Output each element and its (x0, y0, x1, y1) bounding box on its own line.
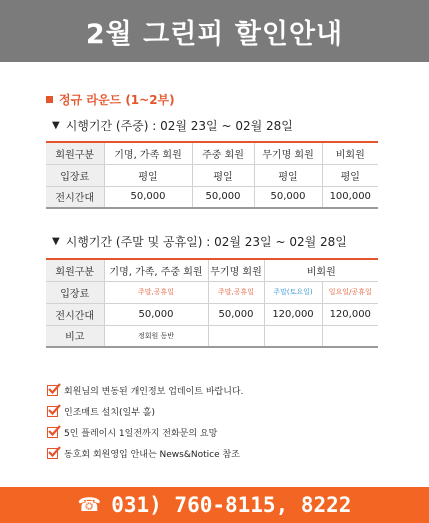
table-cell: 주말(토요일) (264, 281, 322, 303)
table-cell: 기명, 가족, 주중 회원 (104, 259, 208, 281)
table-row (46, 303, 378, 325)
weekday-period (52, 117, 293, 134)
weekday-fee-table (46, 141, 378, 209)
table-cell: 50,000 (208, 303, 264, 325)
list-item (47, 422, 244, 443)
note-text: 5인 플레이시 1일전까지 전화문의 요망 (64, 429, 218, 439)
table-cell: 주말,공휴일 (208, 281, 264, 303)
table-cell: 비회원 (264, 259, 378, 281)
table-cell: 평일 (254, 164, 322, 186)
list-item (47, 401, 244, 422)
table-row (46, 325, 378, 347)
table-cell: 평일 (322, 164, 378, 186)
table-cell: 50,000 (104, 303, 208, 325)
table-cell (264, 325, 322, 347)
table-cell: 무기명 회원 (208, 259, 264, 281)
table-cell: 입장료 (46, 164, 104, 186)
square-bullet-icon (46, 96, 53, 103)
table-row (46, 164, 378, 186)
table-cell: 비고 (46, 325, 104, 347)
table-cell: 120,000 (264, 303, 322, 325)
note-text: 동호회 회원영입 안내는 News&Notice 참조 (64, 450, 240, 460)
table-cell: 주말,공휴일 (104, 281, 208, 303)
table-cell (208, 325, 264, 347)
section-title-label: 정규 라운드 (1~2부) (59, 93, 175, 107)
table-cell: 비회원 (322, 142, 378, 164)
note-text: 회원님의 변동된 개인정보 업데이트 바랍니다. (64, 387, 244, 397)
checkbox-icon (47, 385, 58, 396)
page-title: 2월 그린피 할인안내 (85, 18, 344, 50)
list-item (47, 380, 244, 401)
table-row (46, 186, 378, 208)
phone-number: 031) 760-8115, 8222 (111, 493, 352, 517)
table-row (46, 259, 378, 281)
note-text: 인조매트 설치(일부 홀) (64, 408, 155, 418)
table-cell: 회원구분 (46, 142, 104, 164)
table-cell: 전시간대 (46, 186, 104, 208)
table-row (46, 281, 378, 303)
notes-list (47, 380, 244, 464)
table-cell: 100,000 (322, 186, 378, 208)
table-cell (322, 325, 378, 347)
checkbox-icon (47, 406, 58, 417)
phone-icon: ☎ (77, 494, 102, 516)
table-cell: 무기명 회원 (254, 142, 322, 164)
triangle-down-icon: ▼ (52, 120, 60, 131)
table-cell: 회원구분 (46, 259, 104, 281)
checkbox-icon (47, 448, 58, 459)
weekend-fee-table (46, 258, 378, 348)
table-cell: 평일 (192, 164, 254, 186)
table-cell: 주중 회원 (192, 142, 254, 164)
table-row (46, 142, 378, 164)
weekend-period (52, 233, 347, 250)
section-title (46, 91, 175, 108)
page-header (0, 0, 429, 62)
table-cell: 120,000 (322, 303, 378, 325)
weekday-period-label: 시행기간 (주중) : 02월 23일 ~ 02월 28일 (65, 119, 293, 133)
checkbox-icon (47, 427, 58, 438)
table-cell: 50,000 (192, 186, 254, 208)
table-cell: 50,000 (104, 186, 192, 208)
table-cell: 일요일/공휴일 (322, 281, 378, 303)
table-cell: 정회원 동반 (104, 325, 208, 347)
weekend-period-label: 시행기간 (주말 및 공휴일) : 02월 23일 ~ 02월 28일 (65, 235, 347, 249)
table-cell: 기명, 가족 회원 (104, 142, 192, 164)
triangle-down-icon: ▼ (52, 236, 60, 247)
table-cell: 전시간대 (46, 303, 104, 325)
list-item (47, 443, 244, 464)
table-cell: 입장료 (46, 281, 104, 303)
table-cell: 평일 (104, 164, 192, 186)
table-cell: 50,000 (254, 186, 322, 208)
contact-footer (0, 487, 429, 523)
